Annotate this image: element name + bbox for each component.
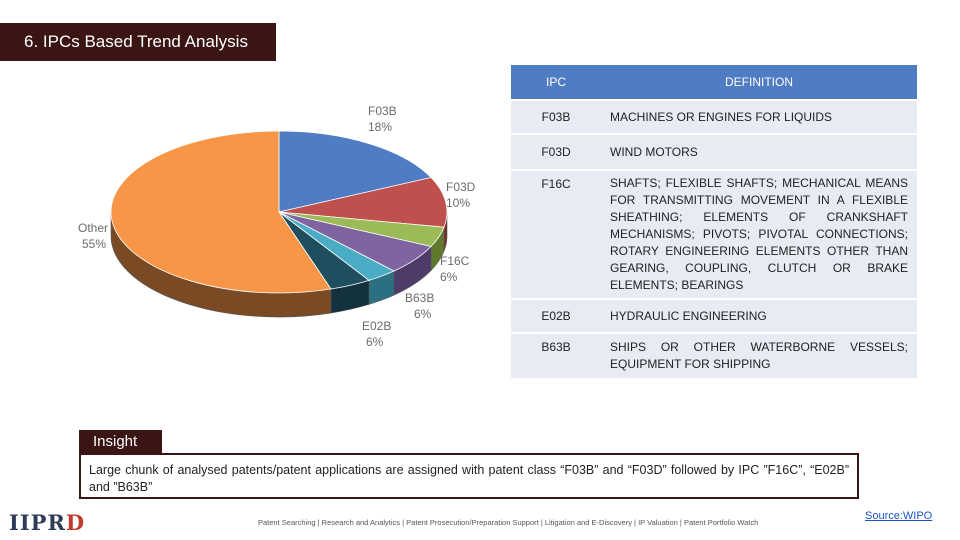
- table-row: [511, 300, 917, 332]
- pie-label-code: E02B: [362, 319, 392, 333]
- pie-label-code: B63B: [405, 291, 435, 305]
- header-definition: DEFINITION: [601, 65, 917, 99]
- pie-label-code: F03B: [368, 104, 397, 118]
- table-row: [511, 171, 917, 298]
- logo-text: IIPR: [9, 510, 66, 535]
- insight-text: Large chunk of analysed patents/patent applications are assigned with patent class “F03B” and “F03D” followed by IPC ”F16C”, “E02B” and ”B63B”: [79, 453, 859, 499]
- pie-label-b63b: [405, 290, 434, 322]
- logo-accent: D: [65, 510, 86, 535]
- pie-label-pct: 6%: [440, 270, 458, 284]
- pie-label-pct: 10%: [446, 196, 471, 210]
- ipc-definition-cell: SHIPS OR OTHER WATERBORNE VESSELS; EQUIPMENT FOR SHIPPING: [601, 334, 917, 378]
- pie-label-f16c: [440, 253, 469, 285]
- table-header-row: [511, 65, 917, 99]
- pie-label-pct: 18%: [368, 120, 393, 134]
- table-row: [511, 101, 917, 133]
- pie-label-code: Other: [78, 221, 109, 235]
- ipc-definition-cell: WIND MOTORS: [601, 135, 917, 169]
- page-title: 6. IPCs Based Trend Analysis: [0, 23, 276, 61]
- pie-label-code: F16C: [440, 254, 470, 268]
- pie-label-pct: 6%: [414, 307, 432, 321]
- pie-label-code: F03D: [446, 180, 476, 194]
- ipc-definition-cell: MACHINES OR ENGINES FOR LIQUIDS: [601, 101, 917, 133]
- footer-services: Patent Searching | Research and Analytics | Patent Prosecution/Preparation Support | Litigation and E-Discovery | IP Valuation | Patent Portfolio Watch: [258, 518, 759, 527]
- header-ipc: IPC: [511, 65, 601, 99]
- pie-label-pct: 55%: [82, 237, 107, 251]
- ipc-definition-cell: HYDRAULIC ENGINEERING: [601, 300, 917, 332]
- pie-label-f03b: [368, 103, 397, 135]
- pie-label-other: [78, 220, 108, 252]
- table-row: [511, 334, 917, 378]
- source-link[interactable]: Source:WIPO: [865, 510, 933, 522]
- pie-label-e02b: [362, 318, 391, 350]
- ipc-code-cell: F03B: [511, 101, 601, 133]
- ipc-definition-table: [511, 63, 917, 380]
- ipc-code-cell: E02B: [511, 300, 601, 332]
- ipc-code-cell: F03D: [511, 135, 601, 169]
- pie-label-pct: 6%: [366, 335, 384, 349]
- ipc-pie-chart: [0, 0, 500, 400]
- table-row: [511, 135, 917, 169]
- iipr-logo: [9, 510, 85, 535]
- pie-label-f03d: [446, 179, 475, 211]
- ipc-code-cell: F16C: [511, 171, 601, 298]
- insight-tag: Insight: [79, 430, 162, 453]
- ipc-definition-cell: SHAFTS; FLEXIBLE SHAFTS; MECHANICAL MEANS FOR TRANSMITTING MOVEMENT IN A FLEXIBLE SHEATHING; ELEMENTS OF CRANKSHAFT MECHANISMS; PIVOTS; PIVOTAL CONNECTIONS; ROTARY ENGINEERING ELEMENTS OTHER THAN GEARING, COUPLING, CLUTCH OR BRAKE ELEMENTS; BEARINGS: [601, 171, 917, 298]
- ipc-code-cell: B63B: [511, 334, 601, 378]
